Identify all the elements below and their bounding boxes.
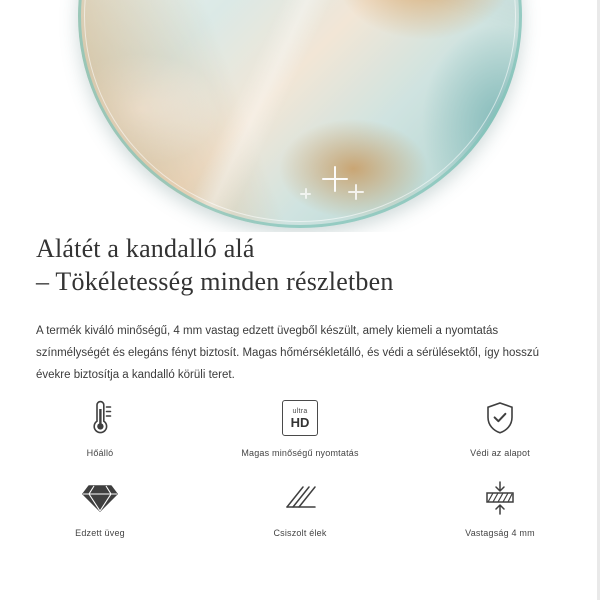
thermometer-icon — [83, 396, 117, 440]
polished-edges-icon — [283, 476, 317, 520]
diamond-icon — [81, 476, 119, 520]
feature-protects-surface — [400, 396, 600, 464]
feature-thickness — [400, 476, 600, 544]
feature-print-quality — [200, 396, 400, 464]
ultra-hd-top-text: ultra — [292, 407, 308, 415]
glass-disc-artwork — [78, 0, 522, 228]
ultra-hd-icon — [282, 396, 318, 440]
feature-polished-edges — [200, 476, 400, 544]
ultra-hd-bottom-text: HD — [290, 414, 310, 430]
product-copy — [0, 232, 600, 386]
headline-line-1: Alátét a kandalló alá — [36, 234, 255, 263]
feature-label: Edzett üveg — [75, 528, 125, 538]
feature-grid — [0, 396, 600, 544]
feature-heat-resistant — [0, 396, 200, 464]
hero-product-image — [0, 0, 600, 232]
product-description: A termék kiváló minőségű, 4 mm vastag edzett üvegből készült, amely kiemeli a nyomtatás színmélységét és elegáns fényt biztosít. Magas hőmérsékletálló, és védi a sérülésektől, így hosszú évekre biztosítja a kandalló körüli teret. — [36, 325, 540, 381]
thickness-icon — [481, 476, 519, 520]
feature-label: Csiszolt élek — [273, 528, 327, 538]
feature-label: Védi az alapot — [470, 448, 530, 458]
headline-line-2: – Tökéletesség minden részletben — [36, 267, 394, 296]
feature-label: Magas minőségű nyomtatás — [241, 448, 359, 458]
feature-label: Vastagság 4 mm — [465, 528, 535, 538]
shield-check-icon — [483, 396, 517, 440]
feature-label: Hőálló — [86, 448, 114, 458]
feature-tempered-glass — [0, 476, 200, 544]
page-title — [0, 232, 600, 298]
